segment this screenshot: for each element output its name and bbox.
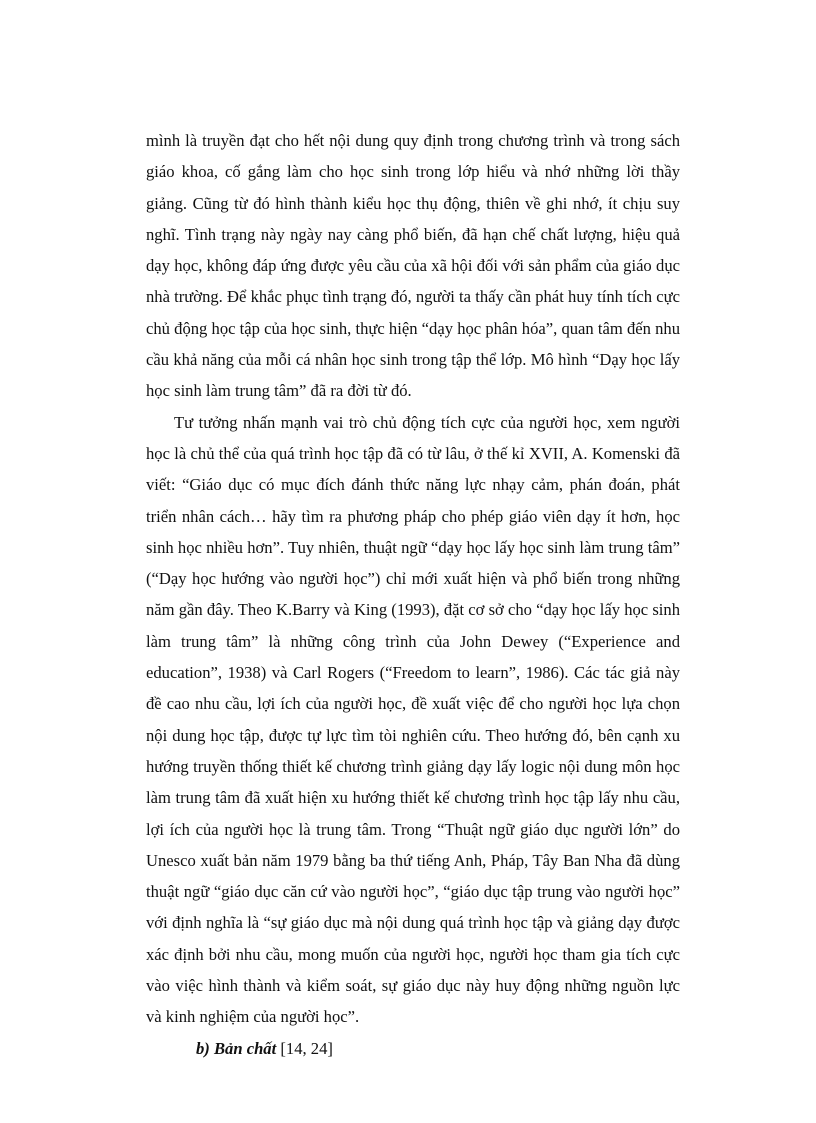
document-body (146, 125, 680, 1064)
paragraph-continuation: mình là truyền đạt cho hết nội dung quy định trong chương trình và trong sách giáo khoa, cố gắng làm cho học sinh trong lớp hiểu và nhớ những lời thầy giảng. Cũng từ đó hình thành kiểu học thụ động, thiên về ghi nhớ, ít chịu suy nghĩ. Tình trạng này ngày nay càng phổ biến, đã hạn chế chất lượng, hiệu quả dạy học, không đáp ứng được yêu cầu của xã hội đối với sản phẩm của giáo dục nhà trường. Để khắc phục tình trạng đó, người ta thấy cần phát huy tính tích cực chủ động học tập của học sinh, thực hiện “dạy học phân hóa”, quan tâm đến nhu cầu khả năng của mỗi cá nhân học sinh trong tập thể lớp. Mô hình “Dạy học lấy học sinh làm trung tâm” đã ra đời từ đó. (146, 131, 680, 401)
paragraph-history: Tư tưởng nhấn mạnh vai trò chủ động tích cực của người học, xem người học là chủ thể của quá trình học tập đã có từ lâu, ở thế kỉ XVII, A. Komenski đã viết: “Giáo dục có mục đích đánh thức năng lực nhạy cảm, phán đoán, phát triển nhân cách… hãy tìm ra phương pháp cho phép giáo viên dạy ít hơn, học sinh học nhiều hơn”. Tuy nhiên, thuật ngữ “dạy học lấy học sinh làm trung tâm” (“Dạy học hướng vào người học”) chỉ mới xuất hiện và phổ biến trong những năm gần đây. Theo K.Barry và King (1993), đặt cơ sở cho “dạy học lấy học sinh làm trung tâm” là những công trình của John Dewey (“Experience and education”, 1938) và Carl Rogers (“Freedom to learn”, 1986). Các tác giả này đề cao nhu cầu, lợi ích của người học, đề xuất việc để cho người học lựa chọn nội dung học tập, được tự lực tìm tòi nghiên cứu. Theo hướng đó, bên cạnh xu hướng truyền thống thiết kế chương trình giảng dạy lấy logic nội dung môn học làm trung tâm đã xuất hiện xu hướng thiết kế chương trình học tập lấy nhu cầu, lợi ích của người học là trung tâm. Trong “Thuật ngữ giáo dục người lớn” do Unesco xuất bản năm 1979 bằng ba thứ tiếng Anh, Pháp, Tây Ban Nha đã dùng thuật ngữ “giáo dục căn cứ vào người học”, “giáo dục tập trung vào người học” với định nghĩa là “sự giáo dục mà nội dung quá trình học tập và giảng dạy được xác định bởi nhu cầu, mong muốn của người học, người học tham gia tích cực vào việc hình thành và kiểm soát, sự giáo dục này huy động những nguồn lực và kinh nghiệm của người học”. (146, 412, 680, 1027)
section-heading-citation: [14, 24] (276, 1038, 333, 1058)
section-heading-label: b) Bản chất (196, 1038, 277, 1058)
section-heading (146, 1033, 680, 1064)
